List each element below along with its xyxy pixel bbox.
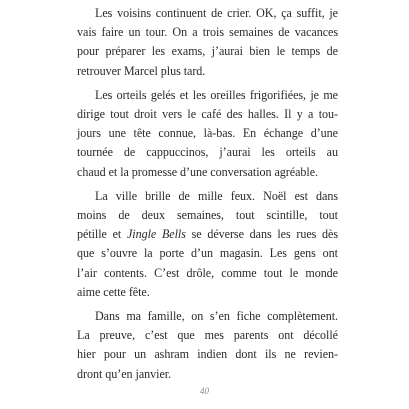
text-line: La preuve, c’est que mes parents ont décollé: [77, 328, 338, 343]
paragraph-1: [77, 4, 338, 81]
text-line: aime cette fête.: [77, 284, 150, 299]
text-fragment: se déverse dans les rues dès: [185, 227, 338, 242]
paragraph-4: [77, 307, 338, 384]
song-title: Jingle Bells: [126, 227, 186, 242]
page-number: 40: [200, 386, 209, 396]
text-fragment: pétille et: [77, 227, 127, 242]
text-line: moins de deux semaines, tout scintille, tout: [77, 208, 338, 223]
text-line: jours une tête connue, là-bas. En échange d’une: [77, 126, 338, 141]
book-page-text: [77, 4, 338, 389]
text-line: tournée de cappuccinos, j’aurai les orteils au: [77, 145, 338, 160]
text-line: La ville brille de mille feux. Noël est dans: [95, 188, 338, 203]
text-line: Les voisins continuent de crier. OK, ça suffit, je: [95, 6, 338, 20]
text-line: chaud et la promesse d’une conversation agréable.: [77, 164, 319, 179]
text-line: dirige tout droit vers le café des halles. Il y a tou-: [77, 107, 338, 122]
text-line: hier pour un ashram indien dont ils ne revien-: [77, 347, 338, 362]
text-line: vais faire un tour. On a trois semaines de vacances: [77, 25, 338, 40]
text-line-with-song-title: [77, 225, 338, 244]
text-line: que s’ouvre la porte d’un magasin. Les gens ont: [77, 246, 338, 261]
text-line: l’air contents. C’est drôle, comme tout le monde: [77, 265, 338, 280]
text-line: Les orteils gelés et les oreilles frigorifiées, je me: [95, 87, 338, 102]
paragraph-3: [77, 187, 338, 302]
paragraph-2: [77, 86, 338, 182]
text-line: pour préparer les exams, j’aurai bien le temps de: [77, 44, 338, 59]
text-line: dront qu’en janvier.: [77, 366, 172, 381]
text-line: Dans ma famille, on s’en fiche complètement.: [95, 309, 338, 324]
text-line: retrouver Marcel plus tard.: [77, 63, 206, 78]
